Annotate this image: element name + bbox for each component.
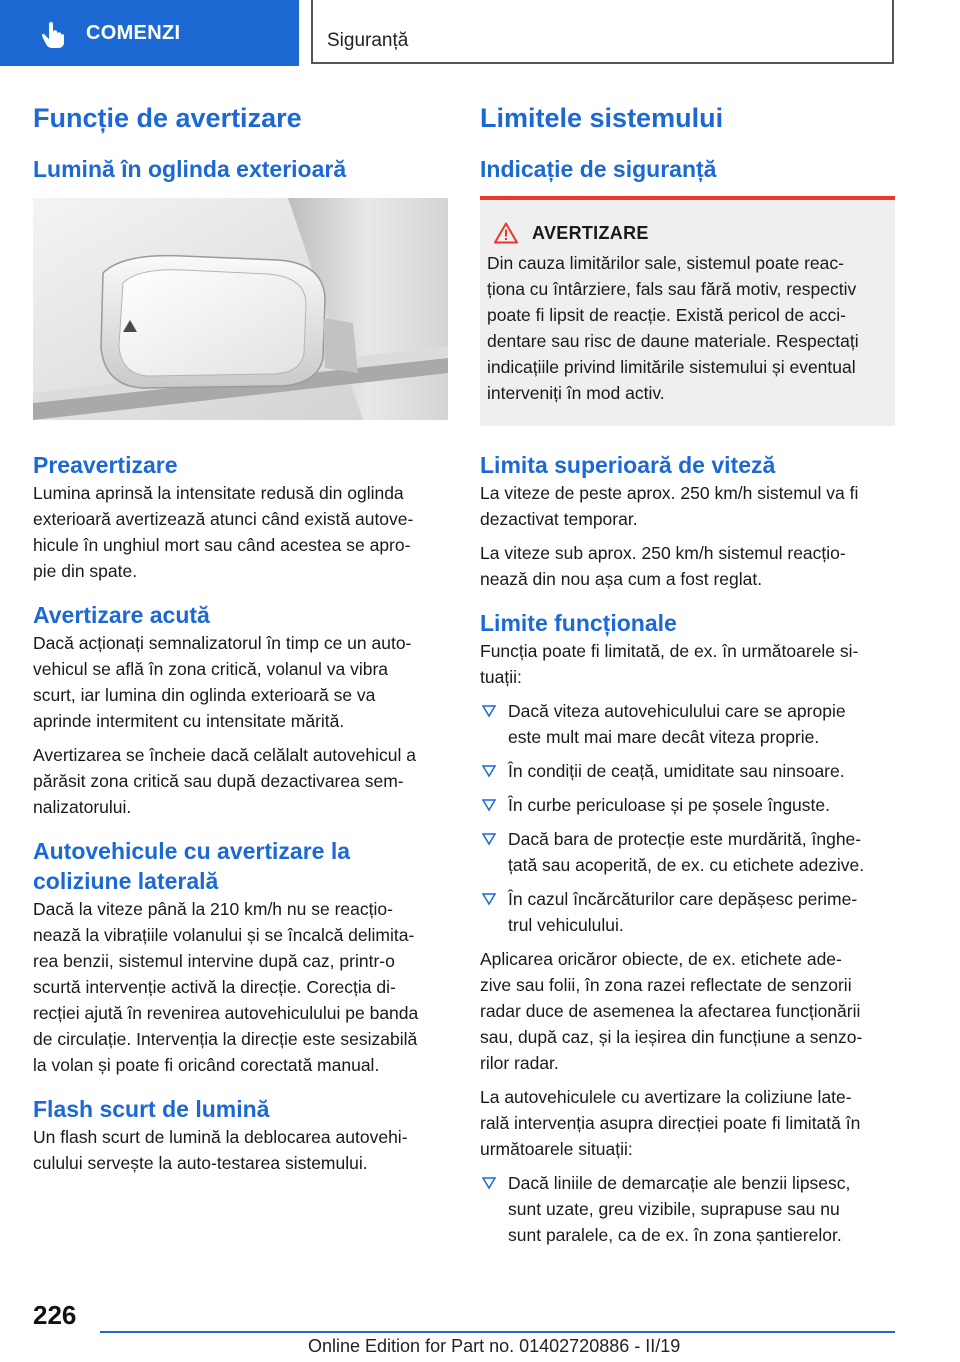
tab-siguranta[interactable]: [311, 0, 894, 64]
list-item: În condiții de ceață, umiditate sau ninsoare.: [480, 758, 895, 784]
warning-text: Din cauza limitărilor sale, sistemul poate reac‐ ționa cu întârziere, fals sau fără motiv, respectiv poate fi lipsit de reacție. Există pericol de acci‐ dentare sau risc de daune materiale. Respectați indicațiile privind limitările sistemului și eventual interveniți în mod activ.: [487, 253, 859, 403]
text-aplicarea-obiecte: Aplicarea oricăror obiecte, de ex. etichete ade‐ zive sau folii, în zona razei reflectate de senzorii radar duce de asemenea la afectarea funcționării sau, după caz, și la ieșirea din funcțiune a senzo‐ rilor radar.: [480, 949, 863, 1073]
warning-header: [487, 222, 887, 244]
list-item: În cazul încărcăturilor care depășesc perime‐ trul vehiculului.: [480, 886, 895, 938]
left-column: [33, 100, 448, 1176]
triangle-bullet-icon: [482, 698, 496, 724]
text-preavertizare: Lumina aprinsă la intensitate redusă din oglinda exterioară avertizează atunci când există autove‐ hicule în unghiul mort sau când acestea se apro‐ pie din spate.: [33, 483, 414, 581]
warning-triangle-icon: [494, 222, 518, 244]
list-item: Dacă viteza autovehiculului care se apropie este mult mai mare decât viteza proprie.: [480, 698, 895, 750]
top-bar: [0, 0, 960, 66]
heading-coliziune-laterala: Autovehicule cu avertizare la coliziune laterală: [33, 838, 351, 894]
heading-lumina-oglinda: Lumină în oglinda exterioară: [33, 156, 347, 182]
list-item: Dacă bara de protecție este murdărită, înghe‐ țată sau acoperită, de ex. cu etichete adezive.: [480, 826, 895, 878]
triangle-bullet-icon: [482, 826, 496, 852]
heading-preavertizare: Preavertizare: [33, 452, 178, 478]
text-limita-viteza-2: La viteze sub aprox. 250 km/h sistemul reacțio‐ nează din nou așa cum a fost reglat.: [480, 543, 846, 589]
limite-list: [480, 698, 895, 938]
heading-flash-scurt: Flash scurt de lumină: [33, 1096, 270, 1122]
list-item: Dacă liniile de demarcație ale benzii lipsesc, sunt uzate, greu vizibile, suprapuse sau nu sunt paralele, ca de ex. în zona șantierelor.: [480, 1170, 895, 1248]
mirror-warning-image: [33, 198, 448, 420]
text-avertizare-acuta-1: Dacă acționați semnalizatorul în timp ce un auto‐ vehicul se află în zona critică, volanul va vibra scurt, iar lumina din oglinda exterioară se va aprinde intermitent cu intensitate mărită.: [33, 633, 412, 731]
heading-avertizare: Funcție de avertizare: [33, 103, 302, 133]
tab-comenzi-label: COMENZI: [86, 22, 181, 44]
heading-avertizare-acuta: Avertizare acută: [33, 602, 210, 628]
heading-indicatie-siguranta: Indicație de siguranță: [480, 156, 717, 182]
text-limita-viteza-1: La viteze de peste aprox. 250 km/h sistemul va fi dezactivat temporar.: [480, 483, 859, 529]
triangle-bullet-icon: [482, 886, 496, 912]
triangle-bullet-icon: [482, 1170, 496, 1196]
text-coliziune-laterala: Dacă la viteze până la 210 km/h nu se reacțio‐ nează la vibrațiile volanului și se încalcă delimita‐ rea benzii, sistemul intervine după caz, printr-o scurtă intervenție activă la direcție. Corecția di‐ recției ajută în revenirea autovehiculului pe banda de circulație. Intervenția la direcție este sesizabilă la volan și poate fi oricând corectată manual.: [33, 899, 419, 1075]
edition-text: Online Edition for Part no. 01402720886 - II/19: [308, 1336, 681, 1356]
warning-box: [480, 196, 895, 426]
list-item: În curbe periculoase și pe șosele înguste.: [480, 792, 895, 818]
triangle-bullet-icon: [482, 792, 496, 818]
hand-pointer-icon: [38, 20, 68, 50]
heading-limita-viteza: Limita superioară de viteză: [480, 452, 776, 478]
tab-comenzi[interactable]: [0, 0, 299, 66]
text-avertizare-acuta-2: Avertizarea se încheie dacă celălalt autovehicul a părăsit zona critică sau după dezactivarea sem‐ nalizatorului.: [33, 745, 416, 817]
page-number: 226: [33, 1300, 77, 1330]
triangle-bullet-icon: [482, 758, 496, 784]
tab-siguranta-label: Siguranță: [327, 30, 409, 51]
text-flash-scurt: Un flash scurt de lumină la deblocarea autovehi‐ culului servește la auto-testarea sistemului.: [33, 1127, 408, 1173]
text-limite-intro: Funcția poate fi limitată, de ex. în următoarele si‐ tuații:: [480, 641, 859, 687]
heading-limite-functionale: Limite funcționale: [480, 610, 677, 636]
warning-title: AVERTIZARE: [532, 222, 649, 243]
right-column: [480, 100, 895, 1248]
footer-divider: [100, 1331, 895, 1333]
heading-limitele-sistemului: Limitele sistemului: [480, 103, 724, 133]
coliziune-list: [480, 1170, 895, 1248]
text-coliziune-laterala-limite: La autovehiculele cu avertizare la coliziune late‐ rală intervenția asupra direcției poate fi limitată în următoarele situații:: [480, 1087, 861, 1159]
